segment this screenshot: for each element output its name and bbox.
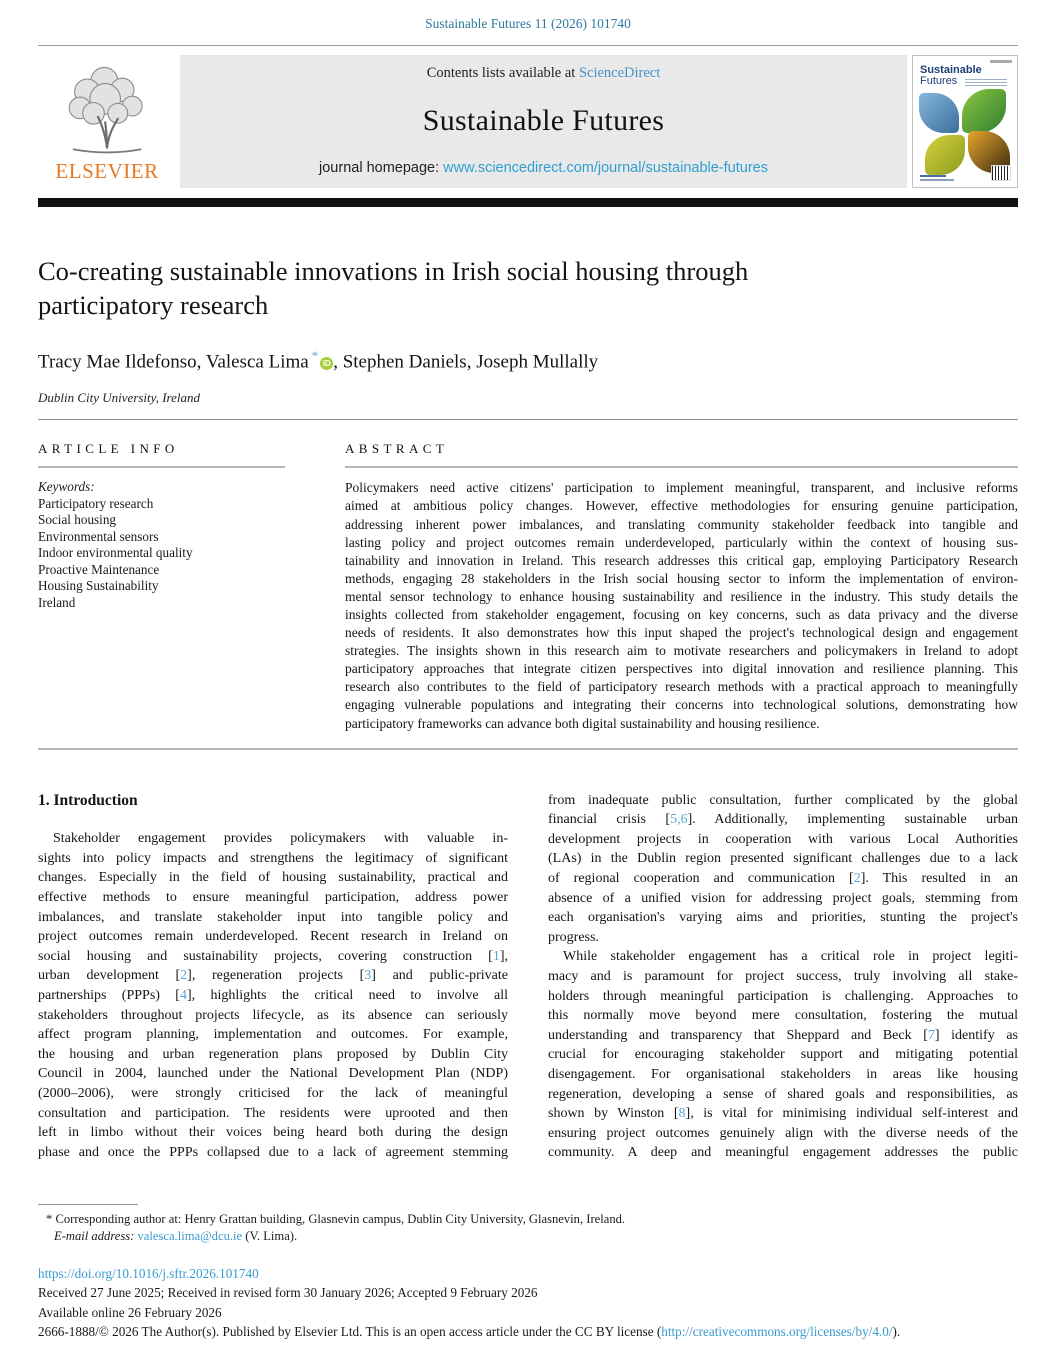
citation-ref[interactable]: 7 xyxy=(927,1027,935,1043)
text-line: of regional cooperation and communication [2]. This resulted in an xyxy=(548,871,1018,887)
author-name: Stephen Daniels xyxy=(342,351,467,373)
text-line: addressing inherent power imbalances, and translating community stakeholder feedback into tangible and xyxy=(345,516,1018,532)
text-line: Council in 2004, launched under the National Development Plan (NDP) xyxy=(38,1066,508,1082)
text-line: stakeholders throughout projects lifecycle, as its absence can seriously xyxy=(38,1007,508,1023)
contents-prefix: Contents lists available at xyxy=(426,65,579,81)
publication-info xyxy=(38,1264,1018,1342)
corresponding-author-asterisk[interactable]: * xyxy=(311,348,319,363)
citation-ref[interactable]: 3 xyxy=(364,968,372,984)
text-line: participatory frameworks can advance both digital sustainability and housing resilience. xyxy=(345,715,820,731)
top-divider xyxy=(38,45,1018,46)
text-line: imbalances, and translate stakeholder input into tangible policy and xyxy=(38,909,508,925)
email-link[interactable]: valesca.lima@dcu.ie xyxy=(137,1228,243,1243)
text-line: social housing and sustainability projects, covering construction [1], xyxy=(38,948,508,964)
journal-title: Sustainable Futures xyxy=(422,104,665,137)
cover-petal-green xyxy=(962,89,1006,133)
journal-masthead xyxy=(38,55,1018,188)
article-info-column xyxy=(38,441,285,732)
text-line: development projects in cooperation with various Local Authorities xyxy=(548,831,1018,847)
citation-ref[interactable]: 8 xyxy=(678,1106,686,1122)
journal-cover-thumbnail[interactable] xyxy=(912,55,1018,188)
doi-link[interactable]: https://doi.org/10.1016/j.sftr.2026.101740 xyxy=(38,1265,259,1281)
footnote-block xyxy=(38,1204,1018,1245)
email-line xyxy=(38,1228,1018,1245)
email-label: E-mail address: xyxy=(54,1228,135,1243)
text-line: the housing and urban regeneration plans proposed by Dublin City xyxy=(38,1046,508,1062)
masthead-black-bar xyxy=(38,198,1018,207)
text-line: each organisation's varying aims and priorities, stunting the project's xyxy=(548,910,1018,926)
sciencedirect-link[interactable]: ScienceDirect xyxy=(578,65,661,81)
text-line: (LAs) in the Dublin region presented significant challenges due to a lack xyxy=(548,851,1018,867)
keyword-item: Participatory research xyxy=(38,495,154,511)
elsevier-logo[interactable] xyxy=(38,55,176,188)
cover-subtitle xyxy=(965,77,1007,86)
keyword-item: Housing Sustainability xyxy=(38,578,159,594)
text-line: sights into policy impacts and strengthens the legitimacy of significant xyxy=(38,850,508,866)
meta-section xyxy=(38,441,1018,732)
text-line: holders through meaningful participation is challenging. Approaches to xyxy=(548,988,1018,1004)
email-suffix: (V. Lima). xyxy=(242,1228,298,1243)
abstract-bottom-divider xyxy=(38,748,1018,750)
author-divider xyxy=(38,419,1018,420)
citation-ref[interactable]: 5,6 xyxy=(670,812,688,828)
author-name: Tracy Mae Ildefonso xyxy=(38,351,197,373)
citation-ref[interactable]: 2 xyxy=(853,871,861,887)
text-line: progress. xyxy=(548,929,599,945)
received-dates: Received 27 June 2025; Received in revised form 30 January 2026; Accepted 9 February 2026 xyxy=(38,1285,538,1301)
intro-left-column xyxy=(38,791,508,1163)
affiliation: Dublin City University, Ireland xyxy=(38,390,200,406)
barcode-icon xyxy=(991,165,1011,181)
keywords-label: Keywords: xyxy=(38,479,95,495)
text-line: research also contributes to the field of participatory research methods with a practical approach to meaningfully xyxy=(345,679,1018,695)
text-line: project outcomes remain underdeveloped. Recent research in Ireland on xyxy=(38,929,508,945)
text-line: community. A deep and meaningful engagement addresses the public xyxy=(548,1145,1018,1161)
intro-left-text xyxy=(38,829,508,1162)
text-line: aimed at ambitious policy changes. However, effective methodologies for ensuring genuine participation, xyxy=(345,498,1018,514)
text-line: partnerships (PPPs) [4], highlights the critical need to involve all xyxy=(38,987,508,1003)
cover-footer-text xyxy=(920,173,954,181)
text-line: strategies. The insights shown in this research aim to motivate researchers and policymakers in Ireland to adopt xyxy=(345,643,1018,659)
text-line: consultation and participation. The residents were uprooted and then xyxy=(38,1105,508,1121)
contents-line xyxy=(180,65,907,82)
text-line: shown by Winston [8], is vital for minimising individual self-interest and xyxy=(548,1106,1018,1122)
text-line: absence of a unified vision for addressing project goals, stemming from xyxy=(548,890,1018,906)
license-line xyxy=(38,1322,1018,1342)
text-line: participatory approaches that integrate citizen perspectives into digital innovation and resilience planning. This xyxy=(345,661,1018,677)
journal-banner xyxy=(180,55,907,188)
license-suffix: ). xyxy=(892,1324,901,1340)
keyword-item: Proactive Maintenance xyxy=(38,561,160,577)
cover-petal-blue xyxy=(919,93,959,133)
text-line: understanding and transparency that Sheppard and Beck [7] identify as xyxy=(548,1027,1018,1043)
text-line: urban development [2], regeneration projects [3] and public-private xyxy=(38,968,508,984)
running-head-citation[interactable]: Sustainable Futures 11 (2026) 101740 xyxy=(425,16,631,31)
text-line: macy and is paramount for project success, truly involving all stake- xyxy=(548,968,1018,984)
author-list: Tracy Mae Ildefonso, Valesca Lima *iD , Stephen Daniels, Joseph Mullally xyxy=(38,348,599,373)
cover-artwork xyxy=(917,89,1013,175)
keyword-item: Ireland xyxy=(38,594,76,610)
citation-ref[interactable]: 1 xyxy=(492,948,500,964)
text-line: Stakeholder engagement provides policymakers with valuable in- xyxy=(53,831,508,847)
text-line: engaging vulnerable populations and integrating their concerns into technological solutions, demonstrating how xyxy=(345,697,1018,713)
text-line: Policymakers need active citizens' participation to implement meaningful, transparent, and inclusive reforms xyxy=(345,480,1018,496)
article-title: Co-creating sustainable innovations in Irish social housing through participatory research xyxy=(38,256,749,320)
text-line: lasting policy and project outcomes remain underdeveloped, particularly within the context of housing sus- xyxy=(345,534,1018,550)
elsevier-tree-icon xyxy=(53,57,161,157)
author-name: Joseph Mullally xyxy=(476,351,599,373)
text-line: tainability and innovation in Ireland. This research addresses this critical gap, employing Participatory Research xyxy=(345,552,1018,568)
keyword-item: Environmental sensors xyxy=(38,528,159,544)
text-line: (2000–2006), were strongly criticised for the lack of meaningful xyxy=(38,1085,508,1101)
text-line: insights collected from stakeholder engagement, focusing on key concerns, such as data privacy and the diverse xyxy=(345,606,1018,622)
text-line: crucial for encouraging stakeholder support and mitigating potential xyxy=(548,1047,1018,1063)
text-line: effective methods to ensure meaningful participation, address power xyxy=(38,890,508,906)
journal-homepage-link[interactable]: www.sciencedirect.com/journal/sustainable-futures xyxy=(443,160,768,176)
text-line: changes. Especially in the field of housing sustainability, practical and xyxy=(38,870,508,886)
corresponding-author-note: * Corresponding author at: Henry Grattan building, Glasnevin campus, Dublin City University, Glasnevin, Ireland. xyxy=(46,1211,626,1226)
abstract-rule xyxy=(345,466,1018,468)
footnote-divider xyxy=(38,1204,138,1205)
intro-right-column xyxy=(548,791,1018,1163)
cover-title-line2: Futures xyxy=(920,75,958,87)
abstract-text xyxy=(345,479,1018,732)
citation-ref[interactable]: 4 xyxy=(179,987,187,1003)
text-line: financial crisis [5,6]. Additionally, implementing sustainable urban xyxy=(548,812,1018,828)
text-line: ensuring project outcomes genuinely align with the diverse needs of the xyxy=(548,1125,1018,1141)
homepage-prefix: journal homepage: xyxy=(319,160,444,176)
cover-petal-yellow xyxy=(925,135,965,175)
keywords-list xyxy=(38,496,285,612)
citation-ref[interactable]: 2 xyxy=(180,968,188,984)
cover-title-line1: Sustainable xyxy=(920,64,982,76)
text-line: left in limbo without their voices being heard both during the design xyxy=(38,1125,508,1141)
text-line: from inadequate public consultation, further complicated by the global xyxy=(548,792,1018,808)
text-line: methods, engaging 28 stakeholders in the Irish social housing sector to inform the implementation of environ- xyxy=(345,570,1018,586)
text-line: phase and once the PPPs collapsed due to a lack of agreement stemming xyxy=(38,1144,508,1160)
text-line: needs of residents. It also demonstrates how this input shaped the project's technological design and engagement xyxy=(345,625,1018,641)
available-online: Available online 26 February 2026 xyxy=(38,1304,222,1320)
text-line: disengagement. For organisational stakeholders in areas like housing xyxy=(548,1066,1018,1082)
introduction-section xyxy=(38,791,1018,1163)
keyword-item: Indoor environmental quality xyxy=(38,545,193,561)
author-name: Valesca Lima xyxy=(205,351,309,373)
orcid-icon[interactable]: iD xyxy=(320,357,333,370)
cover-issn-text xyxy=(990,60,1012,63)
text-line: affect program planning, implementation and outcomes. For example, xyxy=(38,1027,508,1043)
intro-right-text xyxy=(548,791,1018,1163)
text-line: this normally move beyond mere consultation, fostering the mutual xyxy=(548,1008,1018,1024)
article-info-rule xyxy=(38,466,285,468)
text-line: mental sensor technology to enhance housing sustainability and resilience in the industry. This study details the xyxy=(345,588,1018,604)
text-line: regeneration, developing a sense of shared goals and responsibilities, as xyxy=(548,1086,1018,1102)
article-info-heading: ARTICLE INFO xyxy=(38,441,179,457)
elsevier-wordmark: ELSEVIER xyxy=(55,159,159,183)
license-prefix: 2666-1888/© 2026 The Author(s). Published by Elsevier Ltd. This is an open access article under the CC BY license ( xyxy=(38,1324,662,1340)
license-link[interactable]: http://creativecommons.org/licenses/by/4.0/ xyxy=(661,1324,893,1340)
text-line: While stakeholder engagement has a critical role in project legiti- xyxy=(563,949,1018,965)
abstract-heading: ABSTRACT xyxy=(345,441,449,457)
keyword-item: Social housing xyxy=(38,512,117,528)
homepage-line xyxy=(180,160,907,176)
abstract-column xyxy=(345,441,1018,732)
section-heading-introduction: 1. Introduction xyxy=(38,791,138,809)
